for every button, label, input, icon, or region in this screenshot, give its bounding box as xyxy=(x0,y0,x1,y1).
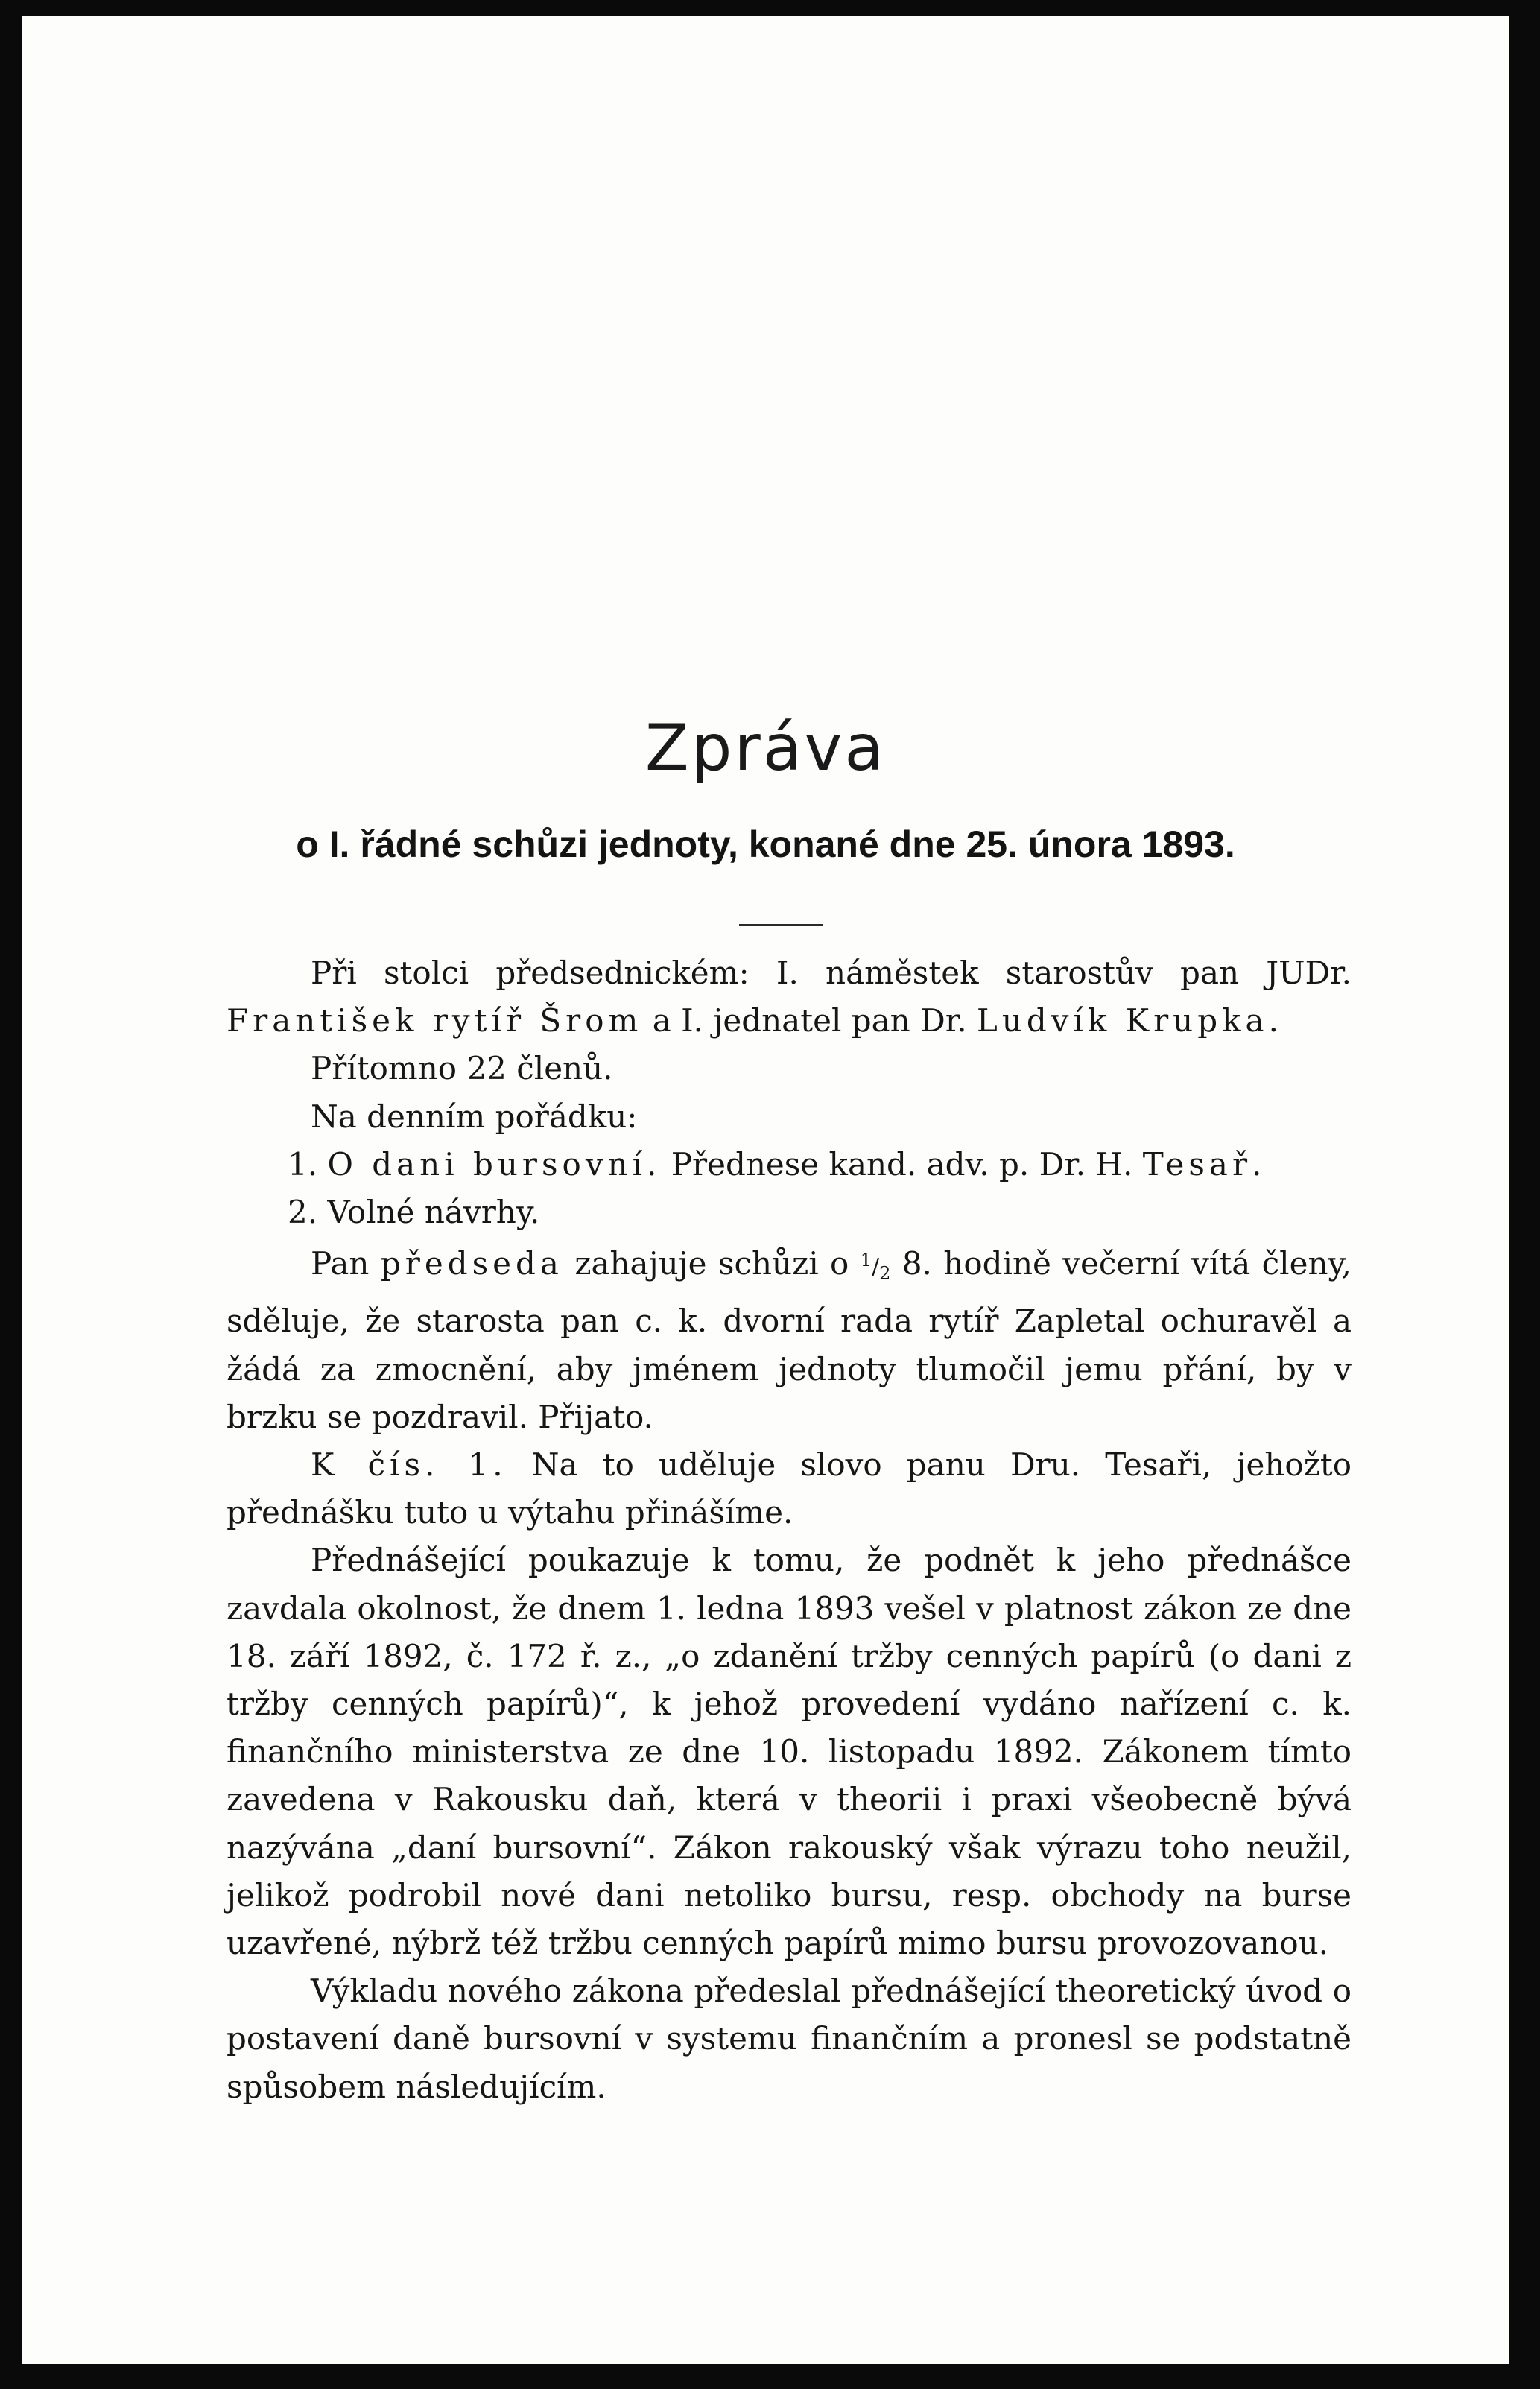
list-number: 1. xyxy=(288,1145,318,1183)
body-text xyxy=(226,949,1352,2111)
text-span: Na to uděluje slovo panu Dru. Tesaři, jehožto přednášku tuto u výtahu přinášíme. xyxy=(226,1446,1352,1531)
chairman-word: předseda xyxy=(380,1245,563,1282)
name-srom: František rytíř Šrom xyxy=(226,1002,643,1040)
text-span: Při stolci předsednickém: I. náměstek starostův pan JUDr. xyxy=(311,955,1352,991)
agenda-item-1 xyxy=(226,1141,1352,1189)
text-span: zahajuje schůzi o xyxy=(563,1245,861,1282)
fraction-denominator: 2 xyxy=(879,1263,891,1285)
text-span: Pan xyxy=(311,1245,381,1282)
text-span: 8. hodině večerní vítá členy, sděluje, že starosta pan c. k. dvorní rada rytíř Zapletal ochuravěl a žádá za zmocnění, aby jménem jednoty tlumočil jemu přání, by v brzku se pozdravil. Přijato. xyxy=(226,1245,1352,1435)
paragraph-item1 xyxy=(226,1441,1352,1537)
name-krupka: Ludvík Krupka xyxy=(976,1002,1269,1040)
paragraph-intro: Výkladu nového zákona předeslal přednášející theoretický úvod o postavení daně bursovní v systemu finančním a pronesl se podstatně spůsobem následujícím. xyxy=(226,1972,1352,2105)
paragraph-lecture: Přednášející poukazuje k tomu, že podnět k jeho přednášce zavdala okolnost, že dnem 1. ledna 1893 vešel v platnost zákon ze dne 18. září 1892, č. 172 ř. z., „o zdanění tržby cenných papírů (o dani z tržby cenných papírů)“, k jehož provedení vydáno nařízení c. k. finančního ministerstva ze dne 10. listopadu 1892. Zákonem tímto zavedena v Rakousku daň, která v theorii i praxi všeobecně bývá nazývána „daní bursovní“. Zákon rakouský však výrazu toho neužil, jelikož podrobil nové dani netoliko bursu, resp. obchody na burse uzavřené, nýbrž též tržbu cenných papírů mimo bursu provozovanou. xyxy=(226,1542,1352,1962)
item-reference: K čís. 1. xyxy=(311,1446,507,1484)
page-title: Zpráva xyxy=(644,711,887,785)
text-span: Přednese kand. adv. p. Dr. H. xyxy=(661,1145,1143,1183)
name-tesar: Tesař xyxy=(1142,1145,1252,1183)
paragraph-opening xyxy=(226,1236,1352,1441)
text-span: . xyxy=(1268,1002,1278,1040)
document-page xyxy=(22,16,1509,2364)
paragraph-agenda-heading: Na denním pořádku: xyxy=(311,1098,638,1135)
agenda-item-2: 2. Volné návrhy. xyxy=(288,1194,540,1231)
paragraph-attendance: Přítomno 22 členů. xyxy=(311,1050,613,1087)
text-span: a I. jednatel pan Dr. xyxy=(642,1002,977,1040)
agenda-topic: O dani bursovní. xyxy=(327,1145,662,1183)
fraction-numerator: 1 xyxy=(860,1250,872,1271)
paragraph-presidium xyxy=(226,949,1352,1045)
title-divider xyxy=(739,924,823,926)
page-subtitle: o I. řádné schůzi jednoty, konané dne 25. února 1893. xyxy=(296,823,1235,865)
text-span: . xyxy=(1252,1145,1262,1183)
half-fraction: $^1/_2$ xyxy=(860,1250,891,1285)
